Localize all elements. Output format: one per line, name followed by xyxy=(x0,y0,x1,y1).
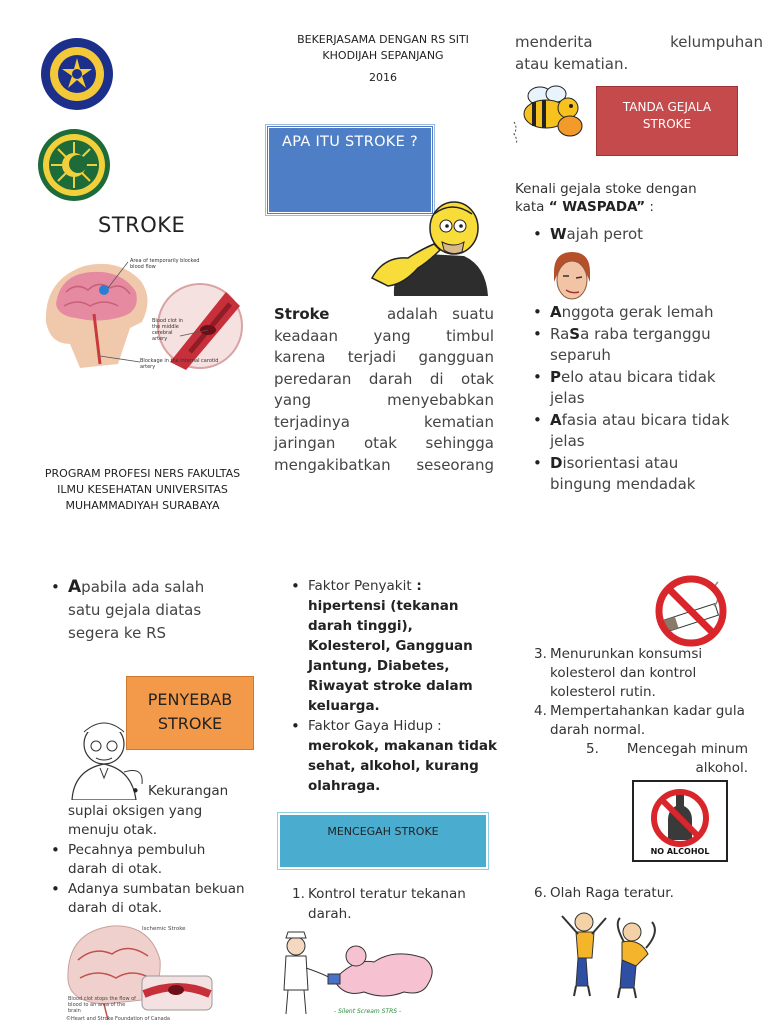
definition-line-5: yang menyebabkan xyxy=(274,391,494,409)
definition-line-1: adalah suatu xyxy=(386,305,494,323)
causes-heading-line-1: PENYEBAB xyxy=(147,690,233,709)
sign-w-list xyxy=(530,224,760,246)
figure-label-blood-clot: Blood clot in the middle cerebral artery xyxy=(152,318,184,342)
partner-line-2: KHODIJAH SEPANJANG xyxy=(322,49,444,62)
factor-lifestyle: • Faktor Gaya Hidup : merokok, makanan tidak sehat, alkohol, kurang olahraga. xyxy=(288,716,498,796)
prevent-list-middle xyxy=(292,884,492,924)
sign-cap: W xyxy=(550,225,567,243)
sign-item-anggota: • Anggota gerak lemah xyxy=(530,302,740,324)
ischemic-stroke-caption: Ischemic Stroke xyxy=(142,926,186,932)
ischemic-stroke-caption-2: Blood clot stops the flow of blood to an area of the brain xyxy=(68,996,136,1014)
definition-line-4: peredaran darah di otak xyxy=(274,369,494,388)
cartoon-caption: - Silent Scream STRS - xyxy=(334,1008,402,1015)
intro-line-1: Kenali gejala stoke dengan xyxy=(515,181,697,197)
advice-item: • Apabila ada salah satu gejala diatas segera ke RS xyxy=(48,576,238,645)
muhammadiyah-logo xyxy=(34,128,114,202)
prevent-item-1: 1. Kontrol teratur tekanan darah. xyxy=(292,884,492,924)
definition-line-7: jaringan otak sehingga xyxy=(274,434,494,452)
program-info xyxy=(20,466,265,514)
continuation-line-1: menderita kelumpuhan xyxy=(515,33,763,51)
brain-stroke-illustration xyxy=(40,252,252,374)
no-alcohol-sign xyxy=(632,780,728,862)
waspada-intro xyxy=(515,180,755,216)
factor-disease-items: hipertensi (tekanan darah tinggi), Kolesterol, Gangguan Jantung, Diabetes, Riwayat stroke dalam keluarga. xyxy=(308,598,473,714)
prevent-item-3: 3. Menurunkan konsumsi kolesterol dan kontrol kolesterol rutin. xyxy=(534,645,754,702)
signs-heading-box xyxy=(596,86,738,156)
definition-line-3: karena terjadi gangguan xyxy=(274,348,494,366)
definition-line-8: mengakibatkan seseorang xyxy=(274,455,494,474)
program-line-3: MUHAMMADIYAH SURABAYA xyxy=(65,499,220,512)
bee-icon xyxy=(512,82,584,144)
prevent-item-4: 4. Mempertahankan kadar gula darah normal. xyxy=(534,702,754,740)
sign-item-pelo: • Pelo atau bicara tidak jelas xyxy=(530,367,740,410)
sign-item-rasa: • RaSa raba terganggu separuh xyxy=(530,324,740,367)
exercise-cartoon xyxy=(548,908,664,1000)
what-is-stroke-heading: APA ITU STROKE ? xyxy=(282,134,418,150)
intro-prefix: kata xyxy=(515,199,549,215)
drooping-face-icon xyxy=(548,250,596,302)
year: 2016 xyxy=(369,71,397,84)
stroke-title: STROKE xyxy=(98,213,186,237)
prevent-item-6: 6. Olah Raga teratur. xyxy=(534,884,734,903)
program-line-1: PROGRAM PROFESI NERS FAKULTAS xyxy=(44,467,241,480)
definition-line-2: keadaan yang timbul xyxy=(274,326,494,345)
sign-rest: ajah perot xyxy=(566,225,644,243)
sign-item-afasia: • Afasia atau bicara tidak jelas xyxy=(530,410,740,453)
prevent-heading: MENCEGAH STROKE xyxy=(327,825,439,838)
figure-label-blockage: Blockage in the internal carotid artery xyxy=(140,358,219,370)
stroke-definition xyxy=(274,304,494,476)
causes-list xyxy=(48,782,248,919)
causes-heading-line-2: STROKE xyxy=(157,714,223,733)
figure-label-blocked-flow: Area of temporarily blocked blood flow xyxy=(130,258,200,270)
thinking-cartoon xyxy=(364,192,492,296)
cause-item-oksigen: • Kekurangan suplai oksigen yang menuju otak. xyxy=(48,782,248,841)
partner-header xyxy=(272,32,494,86)
no-smoking-icon xyxy=(648,574,734,648)
ischemic-stroke-figure xyxy=(64,920,214,1024)
continuation-line-2: atau kematian. xyxy=(515,54,629,73)
prevent-item-5: 5. Mencegah minum alkohol. xyxy=(586,740,748,778)
figure-credit: ©Heart and Stroke Foundation of Canada xyxy=(66,1016,170,1022)
no-alcohol-label: NO ALCOHOL xyxy=(650,847,710,856)
signs-list xyxy=(530,302,740,496)
prevent-list-exercise xyxy=(534,884,734,903)
sign-item-wajah xyxy=(530,224,760,246)
factor-lifestyle-items: merokok, makanan tidak sehat, alkohol, kurang olahraga. xyxy=(308,738,497,794)
risk-factors-list xyxy=(288,576,498,796)
advice-list xyxy=(48,576,238,645)
signs-heading-line-2: STROKE xyxy=(642,117,692,131)
signs-heading-line-1: TANDA GEJALA xyxy=(622,100,712,114)
prevent-list-right xyxy=(534,645,754,778)
nurse-blood-pressure-cartoon xyxy=(274,928,440,1022)
partner-line-1: BEKERJASAMA DENGAN RS SITI xyxy=(297,33,469,46)
definition-line-6: terjadinya kematian xyxy=(274,412,494,431)
cause-item-sumbatan: • Adanya sumbatan bekuan darah di otak. xyxy=(48,880,248,919)
definition-term: Stroke xyxy=(274,305,330,323)
prevent-heading-box xyxy=(278,813,488,869)
cause-item-pecahnya: • Pecahnya pembuluh darah di otak. xyxy=(48,841,248,880)
definition-continuation xyxy=(515,32,763,75)
intro-suffix: : xyxy=(645,199,654,215)
program-line-2: ILMU KESEHATAN UNIVERSITAS xyxy=(57,483,228,496)
sign-item-disorientasi: • Disorientasi atau bingung mendadak xyxy=(530,453,740,496)
university-logo xyxy=(38,36,116,112)
waspada-keyword: “ WASPADA” xyxy=(548,199,646,215)
factor-disease: • Faktor Penyakit : hipertensi (tekanan darah tinggi), Kolesterol, Gangguan Jantung, Diabetes, Riwayat stroke dalam keluarga. xyxy=(288,576,498,716)
